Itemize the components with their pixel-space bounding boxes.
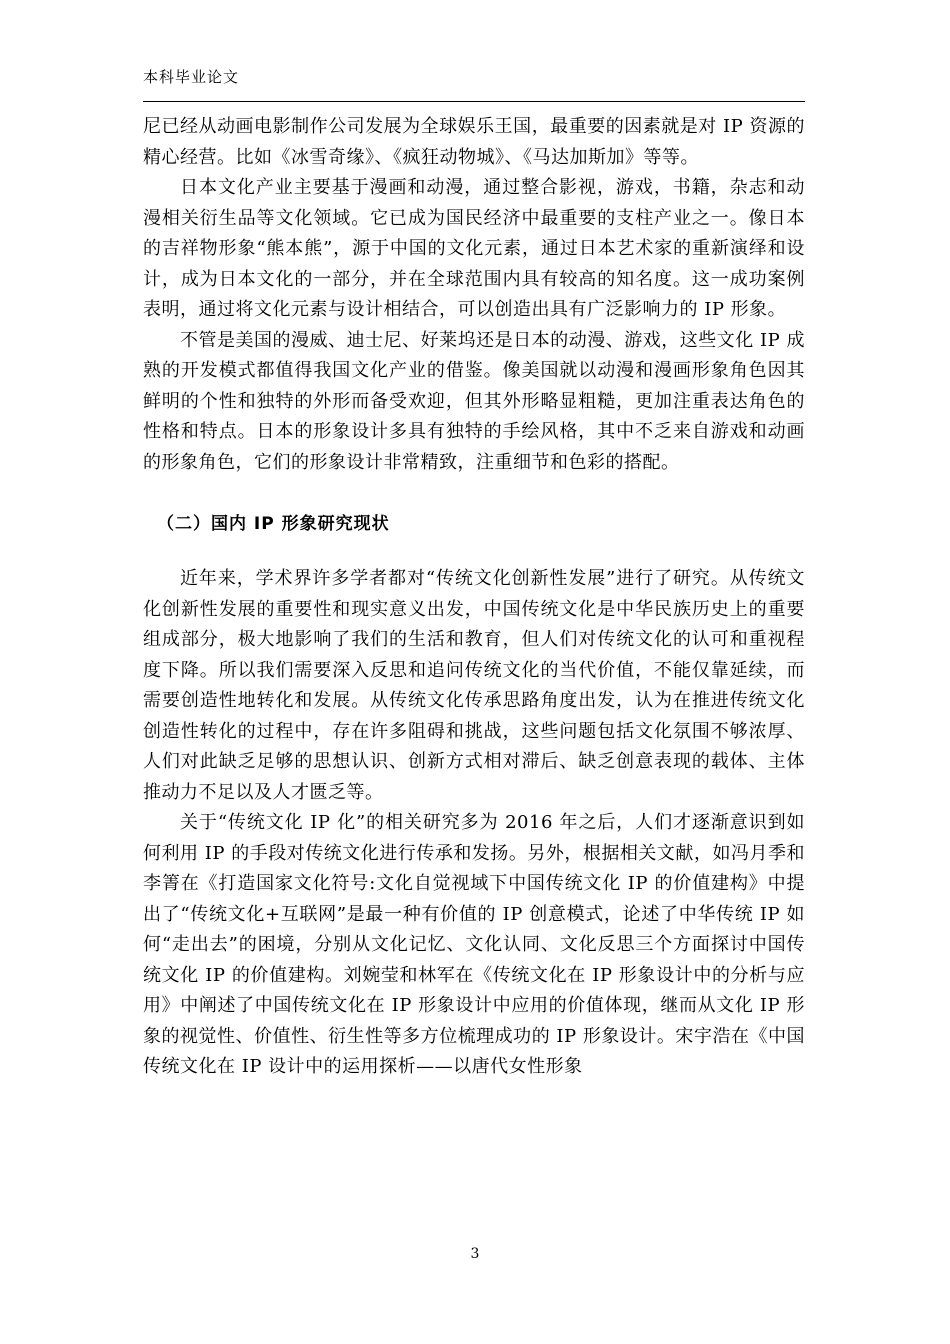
paragraph-ip-research: 关于“传统文化 IP 化”的相关研究多为 2016 年之后，人们才逐渐意识到如何利用 IP 的手段对传统文化进行传承和发扬。另外，根据相关文献，如冯月季和李箐在《打造国家文化符号:文化自觉视域下中国传统文化 IP 的价值建构》中提出了“传统文化+互联网”是最一种有价值的 IP 创意模式，论述了中华传统 IP 如何“走出去”的困境，分别从文化记忆、文化认同、文化反思三个方面探讨中国传统文化 IP 的价值建构。刘婉莹和林军在《传统文化在 IP 形象设计中的分析与应用》中阐述了中国传统文化在 IP 形象设计中应用的价值体现，继而从文化 IP 形象的视觉性、价值性、衍生性等多方位梳理成功的 IP 形象设计。宋宇浩在《中国传统文化在 IP 设计中的运用探析——以唐代女性形象: [143, 812, 805, 1077]
paragraph-continuation: 尼已经从动画电影制作公司发展为全球娱乐王国，最重要的因素就是对 IP 资源的精心经营。比如《冰雪奇缘》、《疯狂动物城》、《马达加斯加》等等。: [143, 116, 805, 168]
document-body: [143, 112, 805, 1083]
running-header: 本科毕业论文: [143, 68, 240, 86]
paragraph-japan-culture: 日本文化产业主要基于漫画和动漫，通过整合影视，游戏，书籍，杂志和动漫相关衍生品等文化领域。它已成为国民经济中最重要的支柱产业之一。像日本的吉祥物形象“熊本熊”，源于中国的文化元素，通过日本艺术家的重新演绎和设计，成为日本文化的一部分，并在全球范围内具有较高的知名度。这一成功案例表明，通过将文化元素与设计相结合，可以创造出具有广泛影响力的 IP 形象。: [143, 177, 805, 320]
page-number: 3: [470, 1246, 480, 1262]
paragraph-comparison: 不管是美国的漫威、迪士尼、好莱坞还是日本的动漫、游戏，这些文化 IP 成熟的开发模式都值得我国文化产业的借鉴。像美国就以动漫和漫画形象角色因其鲜明的个性和独特的外形而备受欢迎，但其外形略显粗糙，更加注重表达角色的性格和特点。日本的形象设计多具有独特的手绘风格，其中不乏来自游戏和动画的形象角色，它们的形象设计非常精致，注重细节和色彩的搭配。: [143, 329, 805, 473]
section-heading: （二）国内 IP 形象研究现状: [157, 514, 390, 534]
header-divider: [143, 101, 805, 102]
paragraph-recent-research: 近年来，学术界许多学者都对“传统文化创新性发展”进行了研究。从传统文化创新性发展的重要性和现实意义出发，中国传统文化是中华民族历史上的重要组成部分，极大地影响了我们的生活和教育，但人们对传统文化的认可和重视程度下降。所以我们需要深入反思和追问传统文化的当代价值，不能仅靠延续，而需要创造性地转化和发展。从传统文化传承思路角度出发，认为在推进传统文化创造性转化的过程中，存在许多阻碍和挑战，这些问题包括文化氛围不够浓厚、人们对此缺乏足够的思想认识、创新方式相对滞后、缺乏创意表现的载体、主体推动力不足以及人才匮乏等。: [143, 568, 805, 803]
